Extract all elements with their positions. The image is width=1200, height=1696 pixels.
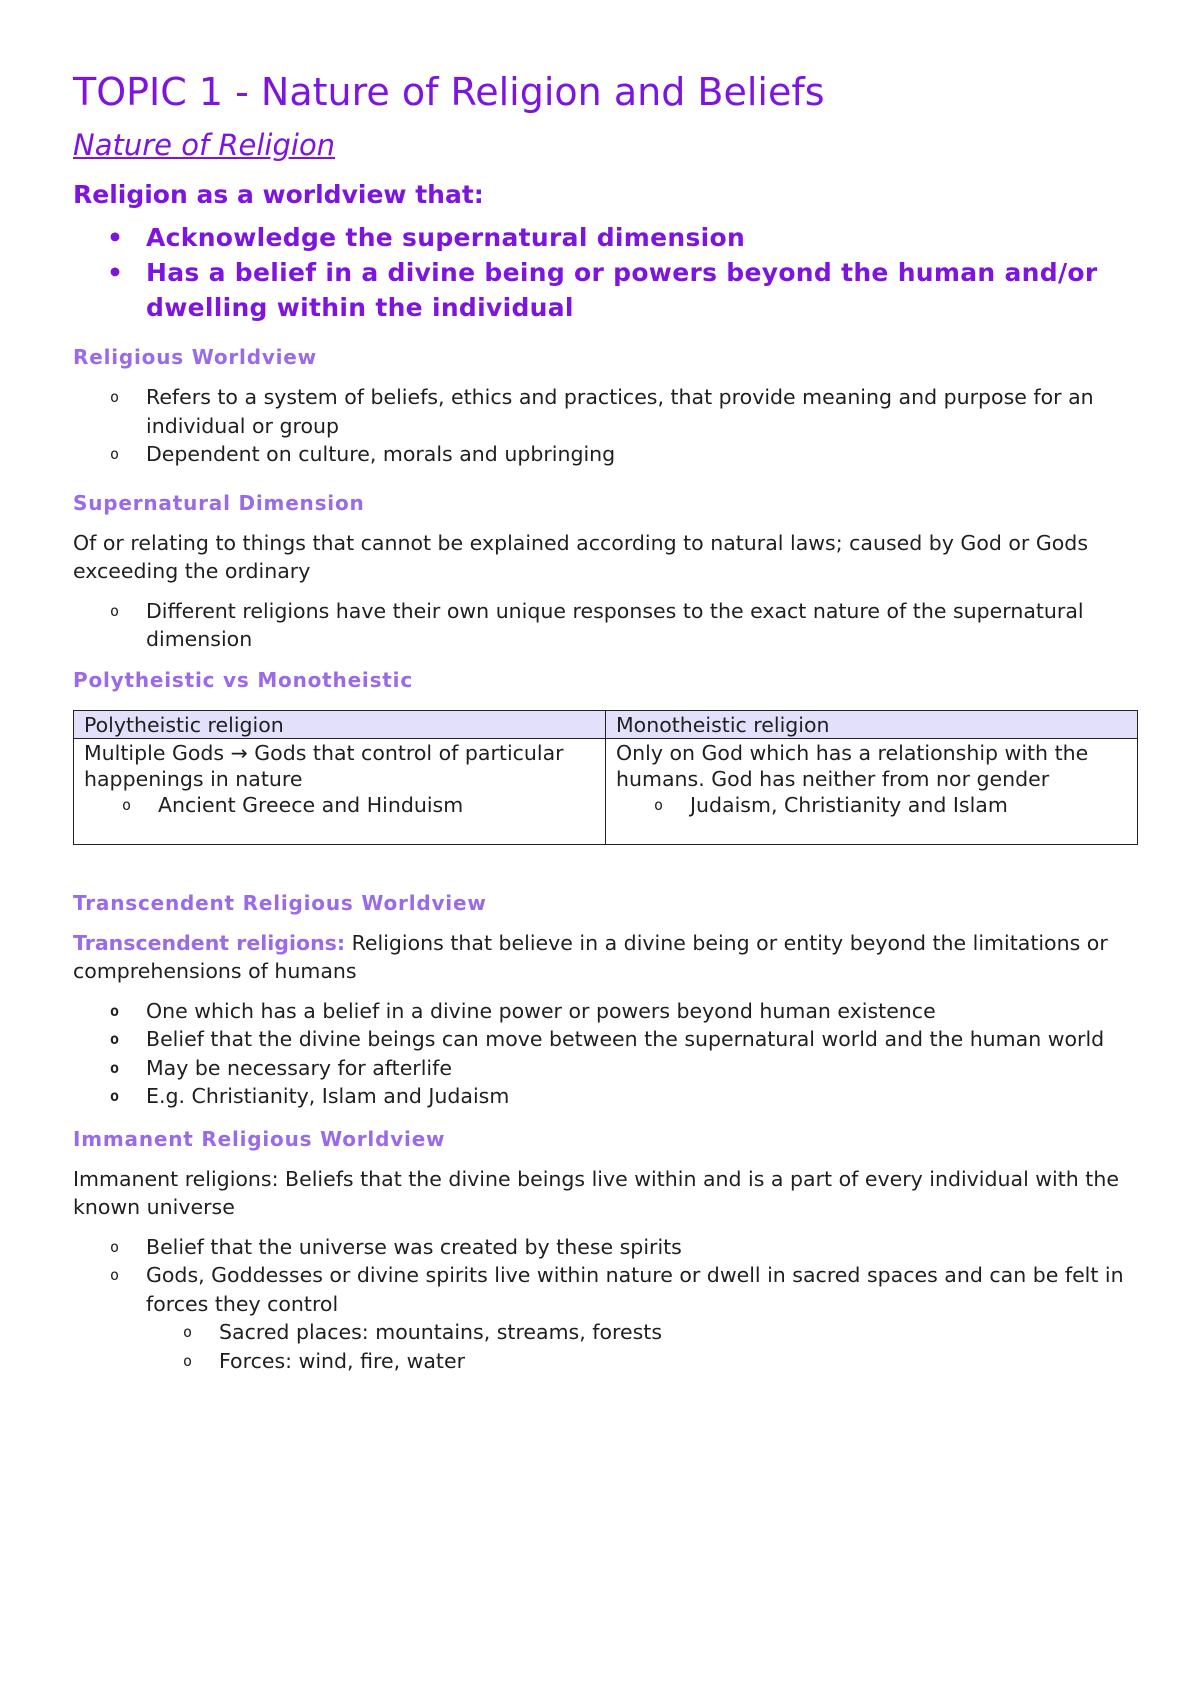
- table-cell-monotheistic: Only on God which has a relationship with the humans. God has neither from nor gender o Judaism, Christianity and Islam: [606, 738, 1138, 844]
- list-item: o Ancient Greece and Hinduism: [122, 792, 464, 817]
- religious-worldview-list: [73, 383, 1138, 469]
- bullet-icon: o: [110, 1058, 120, 1077]
- bullet-icon: o: [110, 1237, 120, 1256]
- bullet-icon: o: [110, 388, 120, 407]
- list-item: o May be necessary for afterlife: [73, 1054, 1138, 1083]
- list-item: o Different religions have their own unique responses to the exact nature of the supernatural dimension: [110, 598, 1084, 652]
- bullet-icon: o: [110, 601, 120, 620]
- poly-mono-heading: Polytheistic vs Monotheistic: [73, 667, 413, 692]
- list-item: • Acknowledge the supernatural dimension: [73, 220, 1138, 255]
- bullet-icon: o: [183, 1351, 193, 1370]
- list-item: o Judaism, Christianity and Islam: [654, 792, 1008, 817]
- bullet-icon: o: [110, 1087, 120, 1106]
- immanent-definition: Immanent religions: Beliefs that the divine beings live within and is a part of every individual with the known universe: [73, 1166, 1119, 1219]
- list-item: o Refers to a system of beliefs, ethics and practices, that provide meaning and purpose for an individual or group: [110, 385, 1094, 438]
- religious-worldview-heading: Religious Worldview: [73, 345, 317, 370]
- supernatural-definition: Of or relating to things that cannot be explained according to natural laws; caused by God or Gods exceeding the ordinary: [73, 530, 1089, 583]
- bullet-icon: o: [110, 1001, 120, 1020]
- comparison-table: [73, 710, 1138, 845]
- document-page: [73, 70, 1138, 1375]
- section-title: Nature of Religion: [73, 127, 336, 162]
- list-item: o Belief that the universe was created by these spirits: [73, 1233, 1138, 1262]
- list-item: • Has a belief in a divine being or powers beyond the human and/or dwelling within the individual: [73, 255, 1138, 325]
- transcendent-definition: Transcendent religions: Religions that believe in a divine being or entity beyond the limitations or comprehensions of humans: [73, 930, 1108, 983]
- transcendent-list: [73, 997, 1138, 1111]
- lead-bullet-list: [73, 220, 1138, 325]
- list-item: o Dependent on culture, morals and upbringing: [73, 440, 1138, 469]
- table-header-monotheistic: Monotheistic religion: [606, 710, 1138, 738]
- table-header-row: [74, 710, 1138, 738]
- page-title: TOPIC 1 - Nature of Religion and Beliefs: [73, 70, 825, 114]
- table-header-polytheistic: Polytheistic religion: [74, 710, 606, 738]
- list-item: o Forces: wind, fire, water: [73, 1347, 1138, 1376]
- transcendent-heading: Transcendent Religious Worldview: [73, 890, 487, 915]
- list-item: o Belief that the divine beings can move between the supernatural world and the human world: [73, 1025, 1138, 1054]
- table-row: [74, 738, 1138, 844]
- supernatural-list: [73, 597, 1138, 654]
- lead-text: Religion as a worldview that:: [73, 180, 484, 210]
- immanent-list: [73, 1233, 1138, 1376]
- bullet-icon: o: [654, 795, 664, 814]
- bullet-icon: o: [110, 1030, 120, 1049]
- immanent-heading: Immanent Religious Worldview: [73, 1126, 446, 1151]
- bullet-icon: o: [110, 445, 120, 464]
- bullet-icon: o: [110, 1266, 120, 1285]
- list-item: o One which has a belief in a divine power or powers beyond human existence: [73, 997, 1138, 1026]
- bullet-icon: •: [107, 223, 124, 253]
- table-cell-polytheistic: Multiple Gods → Gods that control of particular happenings in nature o Ancient Greece and Hinduism: [74, 738, 606, 844]
- bullet-icon: o: [122, 795, 132, 814]
- supernatural-heading: Supernatural Dimension: [73, 490, 365, 515]
- bullet-icon: •: [107, 258, 124, 288]
- bullet-icon: o: [183, 1323, 193, 1342]
- list-item: o Gods, Goddesses or divine spirits live within nature or dwell in sacred spaces and can be felt in forces they control: [110, 1263, 1124, 1316]
- list-item: o E.g. Christianity, Islam and Judaism: [73, 1082, 1138, 1111]
- list-item: o Sacred places: mountains, streams, forests: [73, 1318, 1138, 1347]
